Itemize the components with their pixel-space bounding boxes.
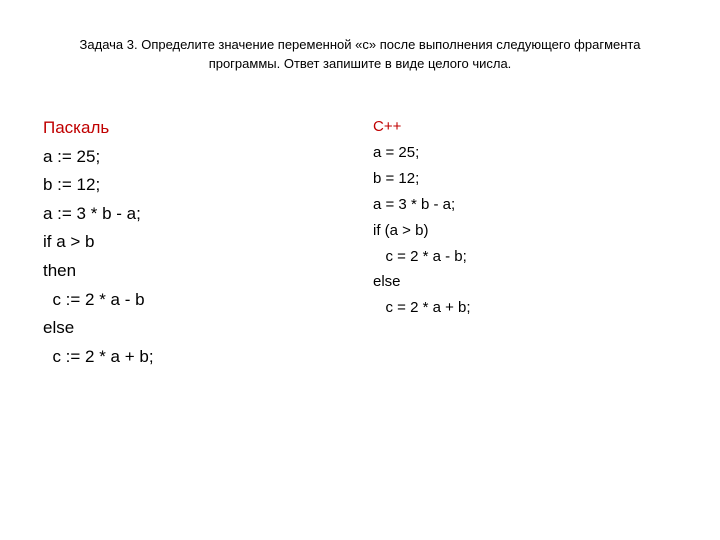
cpp-code-line: a = 25; — [373, 143, 420, 161]
pascal-code-line: else — [43, 318, 75, 338]
task-statement-line-2: программы. Ответ запишите в виде целого числа. — [208, 56, 512, 71]
cpp-code-line: b = 12; — [373, 169, 420, 187]
task-statement-line-1: Задача 3. Определите значение переменной «c» после выполнения следующего фрагмента — [79, 37, 641, 52]
cpp-code-block — [373, 114, 471, 321]
cpp-title: C++ — [373, 118, 402, 135]
pascal-code-block — [43, 114, 154, 371]
pascal-code-line: then — [43, 260, 77, 280]
task-statement — [30, 35, 690, 73]
pascal-code-line: b := 12; — [43, 175, 101, 195]
pascal-code-line: if a > b — [43, 232, 95, 252]
pascal-title: Паскаль — [43, 118, 110, 137]
cpp-code-line: c = 2 * a - b; — [373, 247, 467, 265]
cpp-code-line: else — [373, 273, 401, 291]
cpp-code-line: a = 3 * b - a; — [373, 195, 456, 213]
pascal-code-line: a := 25; — [43, 146, 101, 166]
pascal-code-line: a := 3 * b - a; — [43, 203, 141, 223]
cpp-code-line: if (a > b) — [373, 221, 429, 239]
pascal-code-line: c := 2 * a - b — [43, 289, 145, 309]
pascal-code-line: c := 2 * a + b; — [43, 346, 154, 366]
cpp-code-line: c = 2 * a + b; — [373, 299, 471, 317]
